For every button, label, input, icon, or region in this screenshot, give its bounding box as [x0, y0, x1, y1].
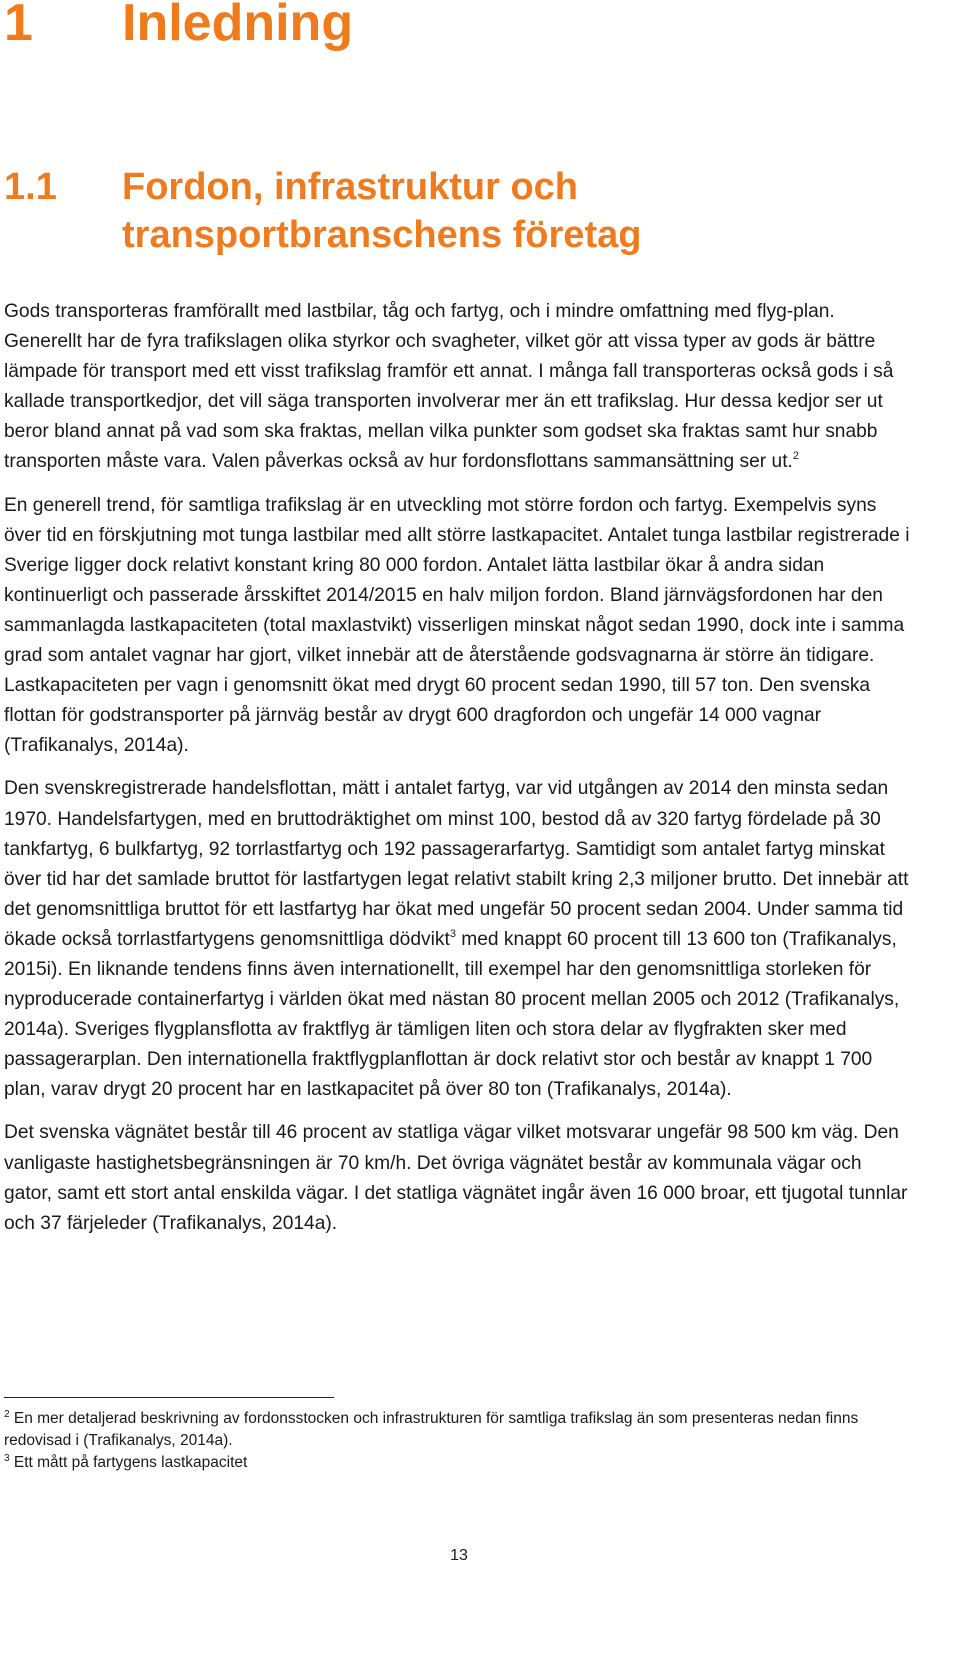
chapter-number: 1 — [4, 0, 33, 52]
paragraph-1 — [4, 297, 914, 478]
footnote-item — [4, 1452, 904, 1474]
section-number: 1.1 — [4, 166, 57, 208]
chapter-title: Inledning — [122, 0, 354, 52]
footnote-divider — [4, 1397, 334, 1398]
paragraph-3-text-a: Den svenskregistrerade handelsflottan, mätt i antalet fartyg, var vid utgången av 2014 den minsta sedan 1970. Handelsfartygen, med en bruttodräktighet om minst 100, bestod då av 320 fartyg fördelade på 30 tankfartyg, 6 bulkfartyg, 92 torrlastfartyg och 192 passagerarfartyg. Samtidigt som antalet fartyg minskat över tid har det samlade bruttot för lastfartygen legat relativt stabilt kring 2,3 miljoner brutto. Det innebär att det genomsnittliga bruttot för ett lastfartyg har ökat med ungefär 50 procent sedan 2004. Under samma tid ökade också torrlastfartygens genomsnittliga dödvikt — [4, 778, 909, 950]
footnote-text: En mer detaljerad beskrivning av fordonsstocken och infrastrukturen för samtliga trafikslag än som presenteras nedan finns redovisad i (Trafikanalys, 2014a). — [4, 1410, 859, 1449]
footnote-item — [4, 1408, 904, 1452]
footnote-ref-2: 2 — [792, 450, 799, 463]
footnote-ref-3: 3 — [449, 927, 456, 940]
footnote-number: 3 — [4, 1453, 10, 1464]
paragraph-1-text: Gods transporteras framförallt med lastbilar, tåg och fartyg, och i mindre omfattning med flyg-plan. Generellt har de fyra trafikslagen olika styrkor och svagheter, vilket gör att vissa typer av gods är bättre lämpade för transport med ett visst trafikslag framför ett annat. I många fall transporteras också gods i så kallade transportkedjor, det vill säga transporten involverar mer än ett trafikslag. Hur dessa kedjor ser ut beror bland annat på vad som ska fraktas, mellan vilka punkter som godset ska fraktas samt hur snabb transporten måste vara. Valen påverkas också av hur fordonsflottans sammansättning ser ut. — [4, 301, 894, 473]
body-text — [4, 297, 914, 1252]
footnotes — [4, 1408, 904, 1474]
footnote-text: Ett mått på fartygens lastkapacitet — [9, 1454, 248, 1471]
section-title: Fordon, infrastruktur och transportbranschens företag — [122, 166, 642, 256]
paragraph-3 — [4, 774, 914, 1105]
footnote-number: 2 — [4, 1409, 10, 1420]
paragraph-3-text-b: med knappt 60 procent till 13 600 ton (Trafikanalys, 2015i). En liknande tendens finns även internationellt, till exempel har den genomsnittliga storleken för nyproducerade containerfartyg i världen ökat med nästan 80 procent mellan 2005 och 2012 (Trafikanalys, 2014a). Sveriges flygplansflotta av fraktflyg är tämligen liten och stora delar av flygfrakten sker med passagerarplan. Den internationella fraktflygplanflottan är dock relativt stor och består av knappt 1 700 plan, varav drygt 20 procent har en lastkapacitet på över 80 ton (Trafikanalys, 2014a). — [4, 928, 900, 1101]
paragraph-2: En generell trend, för samtliga trafikslag är en utveckling mot större fordon och fartyg. Exempelvis syns över tid en förskjutning mot tunga lastbilar med allt större lastkapacitet. Antalet tunga lastbilar registrerade i Sverige ligger dock relativt konstant kring 80 000 fordon. Antalet lätta lastbilar ökar å andra sidan kontinuerligt och passerade årsskiftet 2014/2015 en halv miljon fordon. Bland järnvägsfordonen har den sammanlagda lastkapaciteten (total maxlastvikt) visserligen minskat något sedan 1990, dock inte i samma grad som antalet vagnar har gjort, vilket innebär att de återstående godsvagnarna är större än tidigare. Lastkapaciteten per vagn i genomsnitt ökat med drygt 60 procent sedan 1990, till 57 ton. Den svenska flottan för godstransporter på järnväg består av drygt 600 dragfordon och ungefär 14 000 vagnar (Trafikanalys, 2014a). — [4, 494, 910, 757]
paragraph-4: Det svenska vägnätet består till 46 procent av statliga vägar vilket motsvarar ungefär 98 500 km väg. Den vanligaste hastighetsbegränsningen är 70 km/h. Det övriga vägnätet består av kommunala vägar och gator, samt ett stort antal enskilda vägar. I det statliga vägnätet ingår även 16 000 broar, ett tjugotal tunnlar och 37 färjeleder (Trafikanalys, 2014a). — [4, 1122, 908, 1234]
chapter-heading — [4, 0, 353, 54]
section-heading — [4, 163, 822, 259]
page-number: 13 — [450, 1547, 468, 1564]
